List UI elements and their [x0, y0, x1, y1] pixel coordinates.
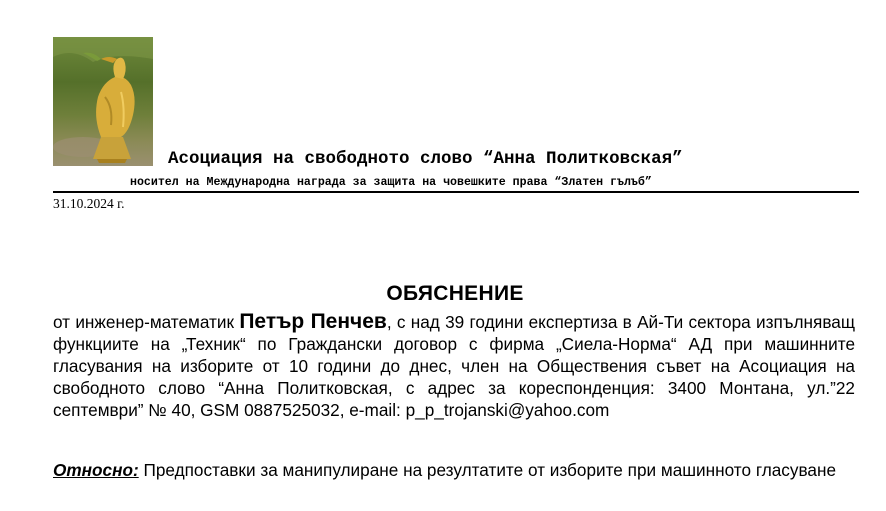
header-divider [53, 191, 859, 193]
regarding-text: Предпоставки за манипулиране на резултатите от изборите при машинното гласуване [138, 460, 837, 480]
organization-subtitle: носител на Международна награда за защита на човешките права “Златен гълъб” [130, 176, 652, 189]
organization-name: Асоциация на свободното слово “Анна Политковская” [168, 149, 683, 169]
author-details: , с над 39 години експертиза в Ай-Ти сектора изпълняващ функциите на „Техник“ по Граждански договор с фирма „Сиела-Норма“ АД при машинните гласувания на изборите от 10 години до днес, член на Обществения съвет на Асоциация на свободното слово “Анна Политковская, с адрес за кореспонденция: 3400 Монтана, ул.”22 септември” № 40, GSM 0887525032, e-mail: p_p_trojanski@yahoo.com [53, 312, 855, 420]
intro-text: от инженер-математик [53, 312, 240, 332]
author-paragraph [53, 311, 855, 421]
regarding-label: Относно: [53, 460, 139, 480]
golden-dove-icon [53, 37, 153, 166]
author-name: Петър Пенчев [239, 310, 387, 333]
document-date: 31.10.2024 г. [53, 196, 125, 211]
logo-image [53, 37, 153, 166]
regarding-paragraph [53, 459, 855, 481]
document-title: ОБЯСНЕНИЕ [386, 282, 524, 305]
